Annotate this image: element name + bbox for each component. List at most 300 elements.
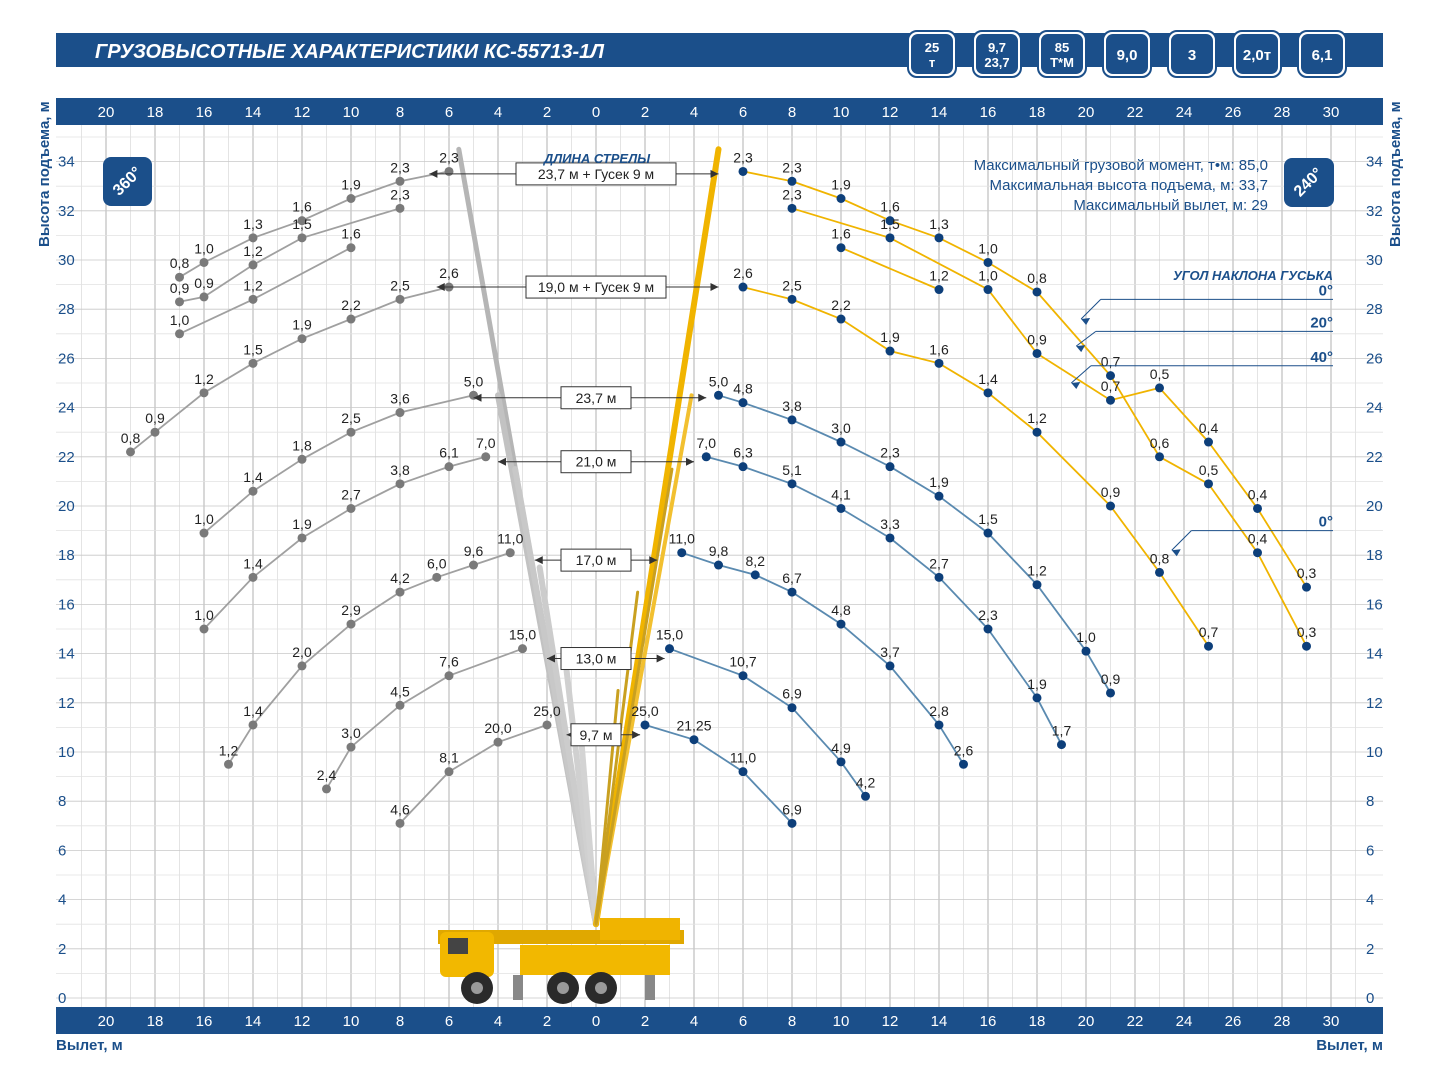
data-label: 1,2 <box>243 242 263 259</box>
data-point <box>984 529 993 538</box>
data-point <box>175 297 184 306</box>
y-axis-label-right: Высота подъема, м <box>1387 101 1404 247</box>
x-tick-label: 4 <box>493 104 503 121</box>
data-point <box>347 504 356 513</box>
data-label: 0,7 <box>1198 624 1219 641</box>
data-label: 10,7 <box>729 653 757 670</box>
data-label: 2,2 <box>341 297 361 314</box>
data-label: 25,0 <box>631 702 659 719</box>
x-tick-label: 8 <box>395 104 405 121</box>
x-tick-label: 2 <box>640 104 650 121</box>
x-tick-label: 26 <box>1224 1013 1242 1030</box>
data-label: 2,3 <box>439 149 459 166</box>
jib-angle-leader <box>1172 531 1192 551</box>
data-label: 1,0 <box>978 267 998 284</box>
data-label: 0,3 <box>1296 565 1317 582</box>
boom-length-header: ДЛИНА СТРЕЛЫ <box>543 151 651 166</box>
y-tick-label: 8 <box>1366 793 1375 811</box>
data-point <box>298 455 307 464</box>
data-label: 3,8 <box>390 461 410 478</box>
data-point <box>886 661 895 670</box>
data-label: 2,6 <box>439 265 459 282</box>
jib-angle-header: УГОЛ НАКЛОНА ГУСЬКА <box>1172 268 1333 283</box>
data-point <box>249 233 258 242</box>
y-tick-label: 20 <box>58 498 75 515</box>
data-point <box>432 573 441 582</box>
data-point <box>837 194 846 203</box>
data-label: 2,5 <box>341 410 361 427</box>
x-tick-label: 10 <box>832 1013 850 1030</box>
data-label: 2,6 <box>953 742 974 759</box>
data-point <box>1155 383 1164 392</box>
data-label: 2,3 <box>390 186 410 203</box>
data-label: 1,3 <box>929 215 949 232</box>
data-point <box>347 194 356 203</box>
icon-label: 23,7 <box>984 55 1010 70</box>
x-tick-label: 8 <box>395 1013 405 1030</box>
data-label: 21,25 <box>676 717 712 734</box>
data-label: 1,4 <box>243 702 263 719</box>
y-tick-label: 22 <box>1366 448 1383 466</box>
data-label: 6,3 <box>733 444 753 461</box>
x-tick-label: 4 <box>689 104 699 121</box>
data-point <box>788 177 797 186</box>
data-point <box>984 258 993 267</box>
data-label: 1,5 <box>243 341 263 358</box>
x-tick-label: 18 <box>146 1013 164 1030</box>
x-tick-label: 20 <box>1077 1013 1095 1030</box>
x-tick-label: 16 <box>195 1013 213 1030</box>
icon-label: 25 <box>924 40 940 55</box>
data-label: 3,6 <box>390 390 410 407</box>
jib-arrow-head <box>1081 318 1090 325</box>
load-curve <box>682 553 964 765</box>
data-label: 2,3 <box>880 444 900 461</box>
data-point <box>347 743 356 752</box>
header-icons <box>908 31 1346 77</box>
boom-length-label: 21,0 м <box>575 453 617 470</box>
data-label: 1,5 <box>880 215 900 232</box>
x-tick-label: 10 <box>342 1013 360 1030</box>
data-point <box>224 760 233 769</box>
data-point <box>249 359 258 368</box>
info-max-radius: Максимальный вылет, м: 29 <box>1073 197 1268 214</box>
data-label: 3,3 <box>880 515 900 532</box>
data-point <box>396 819 405 828</box>
y-tick-label: 2 <box>58 940 67 958</box>
load-curve <box>743 287 1209 646</box>
jib-angle-label: 0° <box>1318 282 1333 300</box>
boom <box>596 592 638 924</box>
x-tick-label: 22 <box>1126 1013 1144 1030</box>
data-label: 0,8 <box>169 255 190 272</box>
data-label: 2,7 <box>341 486 361 503</box>
x-tick-label: 6 <box>738 1013 748 1030</box>
jib-icon <box>1103 31 1151 77</box>
data-label: 3,0 <box>831 420 851 437</box>
data-label: 5,0 <box>708 373 729 390</box>
data-label: 1,2 <box>218 742 239 759</box>
y-tick-label: 20 <box>1366 498 1383 515</box>
data-point <box>396 204 405 213</box>
x-tick-label: 6 <box>738 104 748 121</box>
data-label: 3,0 <box>341 725 361 742</box>
data-label: 1,0 <box>194 607 214 623</box>
data-point <box>788 819 797 828</box>
data-point <box>1302 583 1311 592</box>
data-point <box>249 573 258 582</box>
info-max-moment: Максимальный грузовой момент, т•м: 85,0 <box>973 157 1268 174</box>
y-tick-label: 4 <box>1366 891 1375 909</box>
y-tick-label: 18 <box>1366 547 1383 565</box>
boom <box>596 469 672 924</box>
data-point <box>1082 647 1091 656</box>
data-point <box>690 735 699 744</box>
x-tick-label: 12 <box>293 1013 311 1030</box>
data-label: 8,1 <box>439 749 459 766</box>
x-tick-label: 2 <box>542 1013 552 1030</box>
data-label: 15,0 <box>655 626 684 643</box>
data-label: 6,9 <box>782 801 802 818</box>
data-point <box>935 492 944 501</box>
data-label: 7,0 <box>476 434 496 451</box>
y-tick-label: 32 <box>58 202 75 220</box>
y-tick-label: 4 <box>58 891 67 909</box>
data-label: 1,6 <box>341 225 361 242</box>
data-label: 1,8 <box>292 437 312 454</box>
data-point <box>886 533 895 542</box>
data-label: 1,2 <box>194 370 214 387</box>
data-label: 1,9 <box>341 176 361 193</box>
data-point <box>518 644 527 653</box>
icon-label: 9,0 <box>1116 47 1138 64</box>
data-point <box>200 258 209 267</box>
data-label: 0,7 <box>1100 378 1121 395</box>
data-label: 2,7 <box>929 555 949 572</box>
x-tick-label: 22 <box>1126 104 1144 121</box>
data-label: 0,6 <box>1149 434 1170 451</box>
y-tick-label: 14 <box>1366 645 1383 663</box>
data-label: 2,2 <box>831 297 851 314</box>
data-label: 1,0 <box>194 511 214 528</box>
x-tick-label: 4 <box>493 1013 503 1030</box>
data-point <box>249 260 258 269</box>
data-point <box>837 504 846 513</box>
data-label: 1,6 <box>831 225 851 242</box>
y-tick-label: 30 <box>1366 252 1383 269</box>
data-point <box>714 391 723 400</box>
data-point <box>788 703 797 712</box>
data-label: 0,9 <box>1100 484 1121 500</box>
data-label: 11,0 <box>497 530 524 547</box>
x-tick-label: 14 <box>930 104 948 121</box>
data-point <box>1033 287 1042 296</box>
outrigger <box>513 975 523 1000</box>
y-tick-label: 30 <box>58 252 75 269</box>
arrow-head <box>686 458 694 466</box>
data-label: 9,8 <box>708 543 729 560</box>
data-point <box>543 720 552 729</box>
jib-angle-label: 20° <box>1310 314 1333 332</box>
y-tick-label: 0 <box>58 990 67 1007</box>
icon-label: Т*М <box>1050 55 1074 70</box>
data-label: 2,9 <box>341 602 361 619</box>
data-point <box>739 167 748 176</box>
data-point <box>298 533 307 542</box>
data-label: 9,6 <box>463 543 484 560</box>
data-point <box>322 784 331 793</box>
icon-label: 3 <box>1187 47 1197 64</box>
data-label: 7,6 <box>439 653 459 670</box>
data-point <box>200 292 209 301</box>
data-label: 0,9 <box>194 274 214 291</box>
data-label: 3,7 <box>880 643 900 660</box>
x-tick-label: 24 <box>1175 1013 1193 1030</box>
data-point <box>788 588 797 597</box>
data-label: 0,7 <box>1100 353 1121 370</box>
data-label: 0,4 <box>1247 530 1268 547</box>
data-point <box>1033 349 1042 358</box>
truck-frame <box>520 945 670 975</box>
y-tick-label: 22 <box>58 448 75 466</box>
data-point <box>886 347 895 356</box>
x-tick-label: 12 <box>881 104 899 121</box>
data-point <box>935 573 944 582</box>
data-label: 6,1 <box>439 444 459 461</box>
y-tick-label: 2 <box>1366 940 1375 958</box>
data-point <box>347 315 356 324</box>
counterweight-icon <box>1233 31 1281 77</box>
y-tick-label: 6 <box>58 842 67 860</box>
data-point <box>200 625 209 634</box>
data-point <box>396 701 405 710</box>
data-label: 2,5 <box>390 277 410 294</box>
data-label: 15,0 <box>508 626 537 643</box>
data-point <box>751 570 760 579</box>
data-label: 11,0 <box>729 749 757 766</box>
x-tick-label: 12 <box>293 104 311 121</box>
y-tick-label: 28 <box>1366 301 1383 319</box>
y-tick-label: 18 <box>58 547 75 565</box>
wheel-hub <box>471 982 483 994</box>
chart-title: ГРУЗОВЫСОТНЫЕ ХАРАКТЕРИСТИКИ КС-55713-1Л <box>95 41 604 63</box>
data-point <box>396 177 405 186</box>
data-point <box>151 428 160 437</box>
data-label: 2,3 <box>782 186 802 203</box>
data-point <box>249 295 258 304</box>
badge-240 <box>1284 158 1334 207</box>
data-point <box>788 204 797 213</box>
data-point <box>1253 504 1262 513</box>
data-label: 2,3 <box>782 159 802 176</box>
data-label: 1,3 <box>243 215 263 232</box>
boom-length-label: 9,7 м <box>579 726 613 743</box>
data-label: 1,9 <box>292 515 312 532</box>
data-label: 4,2 <box>390 570 410 587</box>
data-point <box>984 388 993 397</box>
svg-text:360°: 360° <box>109 163 146 200</box>
data-point <box>935 359 944 368</box>
data-point <box>837 620 846 629</box>
x-tick-label: 14 <box>244 1013 262 1030</box>
data-label: 0,5 <box>1198 461 1219 478</box>
data-point <box>1033 580 1042 589</box>
boom-length-label: 17,0 м <box>575 552 617 569</box>
data-point <box>1204 479 1213 488</box>
x-tick-label: 30 <box>1322 104 1340 121</box>
x-tick-label: 10 <box>832 104 850 121</box>
wheel-hub <box>595 982 607 994</box>
data-point <box>347 243 356 252</box>
wheel-hub <box>557 982 569 994</box>
data-point <box>1106 502 1115 511</box>
data-label: 0,8 <box>120 429 141 446</box>
data-label: 0,8 <box>1149 550 1170 567</box>
data-point <box>298 661 307 670</box>
x-tick-label: 8 <box>787 104 797 121</box>
data-label: 7,0 <box>696 434 716 451</box>
data-label: 2,0 <box>292 643 312 660</box>
data-label: 0,5 <box>1149 365 1170 382</box>
data-point <box>1155 452 1164 461</box>
x-tick-label: 26 <box>1224 104 1242 121</box>
load-moment-icon <box>1038 31 1086 77</box>
data-label: 11,0 <box>668 530 695 547</box>
data-label: 1,5 <box>292 215 312 232</box>
x-tick-label: 20 <box>97 104 115 121</box>
x-tick-label: 12 <box>881 1013 899 1030</box>
y-tick-label: 34 <box>58 153 75 171</box>
data-point <box>200 529 209 538</box>
icon-label: 9,7 <box>987 40 1007 55</box>
data-point <box>1033 693 1042 702</box>
x-tick-label: 30 <box>1322 1013 1340 1030</box>
x-tick-label: 0 <box>591 104 601 121</box>
y-tick-label: 28 <box>58 301 75 319</box>
arrow-head <box>535 556 543 564</box>
data-point <box>984 285 993 294</box>
x-tick-label: 0 <box>591 1013 601 1030</box>
data-label: 1,2 <box>1027 562 1047 579</box>
x-tick-label: 18 <box>1028 104 1046 121</box>
data-label: 1,0 <box>194 240 214 257</box>
data-point <box>1057 740 1066 749</box>
data-label: 4,8 <box>733 380 753 397</box>
data-label: 4,9 <box>831 739 851 756</box>
y-tick-label: 16 <box>1366 596 1383 614</box>
data-point <box>739 767 748 776</box>
data-point <box>837 243 846 252</box>
load-curve <box>706 457 1061 745</box>
x-tick-label: 28 <box>1273 104 1291 121</box>
data-label: 1,6 <box>929 341 949 358</box>
data-label: 5,0 <box>463 373 484 390</box>
x-tick-label: 14 <box>244 104 262 121</box>
data-label: 4,2 <box>855 774 876 791</box>
data-point <box>1106 396 1115 405</box>
data-point <box>665 644 674 653</box>
x-tick-label: 20 <box>1077 104 1095 121</box>
info-max-height: Максимальная высота подъема, м: 33,7 <box>989 177 1268 194</box>
data-point <box>469 561 478 570</box>
data-label: 1,0 <box>978 240 998 257</box>
boom-length-label: 19,0 м + Гусек 9 м <box>537 279 655 296</box>
data-label: 0,9 <box>145 410 165 427</box>
data-point <box>641 720 650 729</box>
truck-window <box>448 938 468 954</box>
data-label: 4,1 <box>831 486 851 503</box>
data-point <box>200 388 209 397</box>
icon-label: т <box>928 55 936 70</box>
x-axis-label-left: Вылет, м <box>56 1037 123 1054</box>
icon-label: 6,1 <box>1311 47 1333 64</box>
data-point <box>1106 688 1115 697</box>
arrow-head <box>498 458 506 466</box>
data-label: 2,3 <box>733 149 753 166</box>
data-point <box>702 452 711 461</box>
x-tick-label: 16 <box>195 104 213 121</box>
data-label: 1,6 <box>880 198 900 215</box>
x-tick-label: 16 <box>979 104 997 121</box>
data-point <box>506 548 515 557</box>
y-tick-label: 10 <box>1366 744 1383 761</box>
data-point <box>298 334 307 343</box>
data-label: 0,9 <box>1100 670 1121 687</box>
data-point <box>739 283 748 292</box>
data-point <box>1204 642 1213 651</box>
data-label: 2,5 <box>782 277 802 294</box>
jib-arrow-head <box>1076 345 1085 352</box>
data-label: 25,0 <box>533 702 561 719</box>
outrigger <box>645 975 655 1000</box>
data-point <box>347 620 356 629</box>
boom-length-label: 13,0 м <box>575 650 617 667</box>
y-tick-label: 26 <box>1366 350 1383 368</box>
x-tick-label: 6 <box>444 104 454 121</box>
y-tick-label: 14 <box>58 645 75 663</box>
boom-length-labels <box>429 163 718 746</box>
data-label: 0,8 <box>1027 269 1047 286</box>
data-label: 1,4 <box>243 555 263 572</box>
data-point <box>886 462 895 471</box>
data-label: 1,9 <box>831 176 851 193</box>
data-point <box>126 447 135 456</box>
data-label: 1,9 <box>292 316 312 333</box>
y-tick-label: 0 <box>1366 990 1375 1007</box>
data-point <box>249 487 258 496</box>
data-label: 6,9 <box>782 685 802 702</box>
load-curve <box>204 395 474 533</box>
data-point <box>788 415 797 424</box>
data-label: 1,7 <box>1051 722 1072 739</box>
y-tick-label: 10 <box>58 744 75 761</box>
data-label: 2,4 <box>316 766 337 783</box>
svg-text:240°: 240° <box>1290 164 1327 201</box>
y-tick-label: 12 <box>1366 694 1383 712</box>
data-point <box>739 462 748 471</box>
data-point <box>714 561 723 570</box>
badge-360 <box>103 157 152 206</box>
data-point <box>445 671 454 680</box>
icon-label: 85 <box>1054 40 1070 55</box>
data-label: 1,4 <box>978 370 998 387</box>
data-label: 1,0 <box>169 311 190 328</box>
data-label: 1,9 <box>929 474 949 491</box>
data-label: 1,5 <box>978 511 998 528</box>
data-point <box>935 233 944 242</box>
data-point <box>1033 428 1042 437</box>
data-label: 1,2 <box>929 267 949 284</box>
